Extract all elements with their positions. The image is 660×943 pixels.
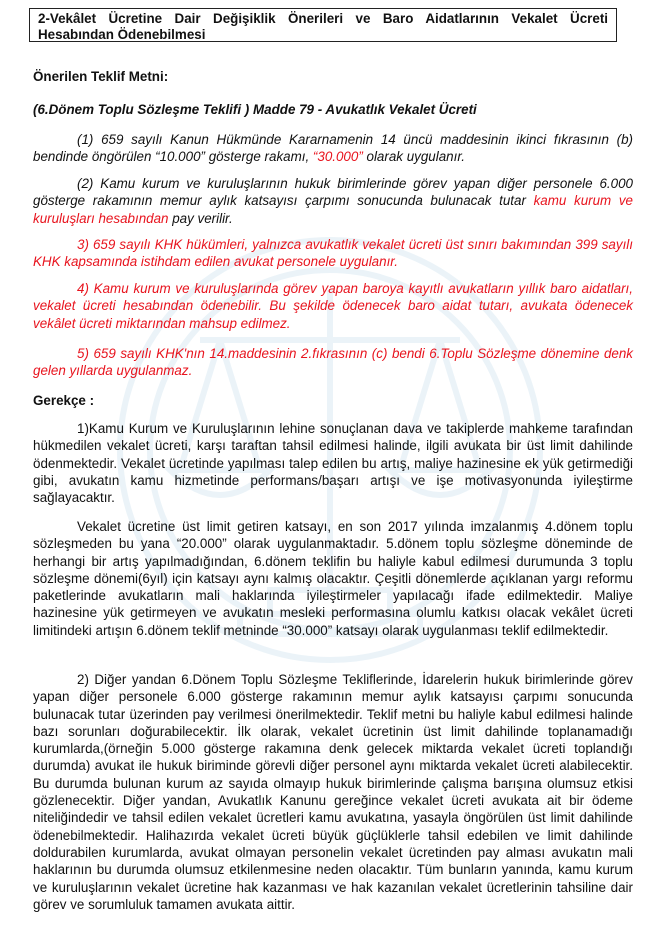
proposal-p1-highlight: “30.000”: [312, 149, 363, 165]
proposal-paragraph-5: 5) 659 sayılı KHK'nın 14.maddesinin 2.fıkrasının (c) bendi 6.Toplu Sözleşme dönemine denk gelen yıllarda uygulanmaz.: [33, 346, 633, 379]
rationale-paragraph-3: 2) Diğer yandan 6.Dönem Toplu Sözleşme Tekliflerinde, İdarelerin hukuk birimlerinde görev yapan diğer personele 6.000 gösterge rakamının memur aylık katsayısı çarpımı sonucunda bulunacak tutar üzerinden pay verilmesi önerilmektedir. Teklif metni bu haliyle kabul edilmesi halinde bazı sorunları doğurabilecektir. İlk olarak, vekalet ücretinin üst limit dahilinde toplanamadığı kurumlarda,(örneğin 5.000 gösterge rakamına denk gelecek miktarda vekalet ücreti toplandığı durumda) avukat ile hukuk biriminde görevli diğer personel aynı miktarda vekalet ücreti alabilecektir. Bu durumda bulunan kurum az sayıda olmayıp hukuk birimlerinde çalışma barışına olumsuz etkisi gözlenecektir. Diğer yandan, Avukatlık Kanunu gereğince vekalet ücreti avukata ait bir ödeme niteliğindedir ve tahsil edilen vekalet ücretleri kamu avukatına, yasayla öngörülen üst limit dahilinde ödenebilmektedir. Halihazırda vekalet ücreti büyük güçlüklerle tahsil edebilen ve limit dahilinde doldurabilen kurumlarda, avukat olmayan personelin vekalet ücretinden pay alması avukatın mali haklarının bu durumda olumsuz etkilenmesine neden olacaktır. Tüm bunların yanında, kamu kurum ve kuruluşlarının vekalet ücretine hak kazanması ve hak kazanılan vekalet ücretlerinin tahsiline dair görev ve sorumluluk tamamen avukata aittir.: [33, 672, 633, 912]
proposal-p2-text-b: pay verilir.: [168, 210, 233, 226]
proposal-paragraph-2: [33, 175, 633, 227]
document-title: 2-Vekâlet Ücretine Dair Değişiklik Önerileri ve Baro Aidatlarının Vekalet Ücreti Hesabından Ödenebilmesi: [38, 11, 608, 42]
rationale-paragraph-1: 1)Kamu Kurum ve Kuruluşlarının lehine sonuçlanan dava ve takiplerde mahkeme tarafından hükmedilen vekalet ücreti, karşı taraftan tahsil edilmesi halinde, ilgili avukata bir üst limit dahilinde ödenmektedir. Vekalet ücretinde yapılması talep edilen bu artış, maliye hazinesine ek yük getirmediği gibi, avukatın kamu hizmetinde performans/başarı artışı ve işe motivasyonunda iyileştirme sağlayacaktır.: [33, 421, 633, 506]
proposal-heading: Önerilen Teklif Metni:: [33, 69, 169, 84]
proposal-p1-text-a: (1) 659 sayılı Kanun Hükmünde Kararnamenin 14 üncü maddesinin ikinci fıkrasının (b) bendinde öngörülen “10.000” gösterge rakamı,: [33, 132, 633, 165]
rationale-heading: Gerekçe :: [33, 393, 95, 408]
proposal-paragraph-4: 4) Kamu kurum ve kuruluşlarında görev yapan baroya kayıtlı avukatların yıllık baro aidatları, vekalet ücreti hesabından ödenebilir. Bu şekilde ödenecek baro aidat tutarı, avukata ödenecek vekâlet ücreti miktarından mahsup edilmez.: [33, 281, 633, 331]
document-title-box: [29, 8, 617, 42]
proposal-p1-text-b: olarak uygulanır.: [362, 149, 466, 165]
proposal-p2-text-a: (2) Kamu kurum ve kuruluşlarının hukuk birimlerinde görev yapan diğer personele 6.000 gösterge rakamının memur aylık katsayısı çarpımı sonucunda bulunacak tutar: [33, 176, 633, 209]
proposal-paragraph-1: [33, 131, 633, 166]
proposal-subheading: (6.Dönem Toplu Sözleşme Teklifi ) Madde 79 - Avukatlık Vekalet Ücreti: [33, 102, 477, 117]
proposal-p2-highlight: kamu kurum ve kuruluşları hesabından: [33, 193, 633, 226]
proposal-paragraph-3: 3) 659 sayılı KHK hükümleri, yalnızca avukatlık vekalet ücreti üst sınırı bakımından 399 sayılı KHK kapsamında istihdam edilen avukat personele uygulanır.: [33, 237, 633, 270]
rationale-paragraph-2: Vekalet ücretine üst limit getiren katsayı, en son 2017 yılında imzalanmış 4.dönem toplu sözleşmeden bu yana “20.000” olarak uygulanmaktadır. 5.dönem toplu sözleşme döneminde de herhangi bir artış yapılmadığından, 6.dönem teklifin bu haliyle kabul edilmesi durumunda 3 toplu sözleşme dönemi(6yıl) için katsayı aynı kalmış olacaktır. Çeşitli dönemlerde açıklanan yargı reformu paketlerinde avukatların mali haklarında iyileştirmeler yapılacağı ifade edilmektedir. Maliye hazinesine yük getirmeyen ve avukatın mesleki performasına olumlu katkısı olacak vekâlet ücreti limitindeki artışın 6.dönem teklif metninde “30.000” katsayı olarak uygulanması teklif edilmektedir.: [33, 519, 633, 638]
